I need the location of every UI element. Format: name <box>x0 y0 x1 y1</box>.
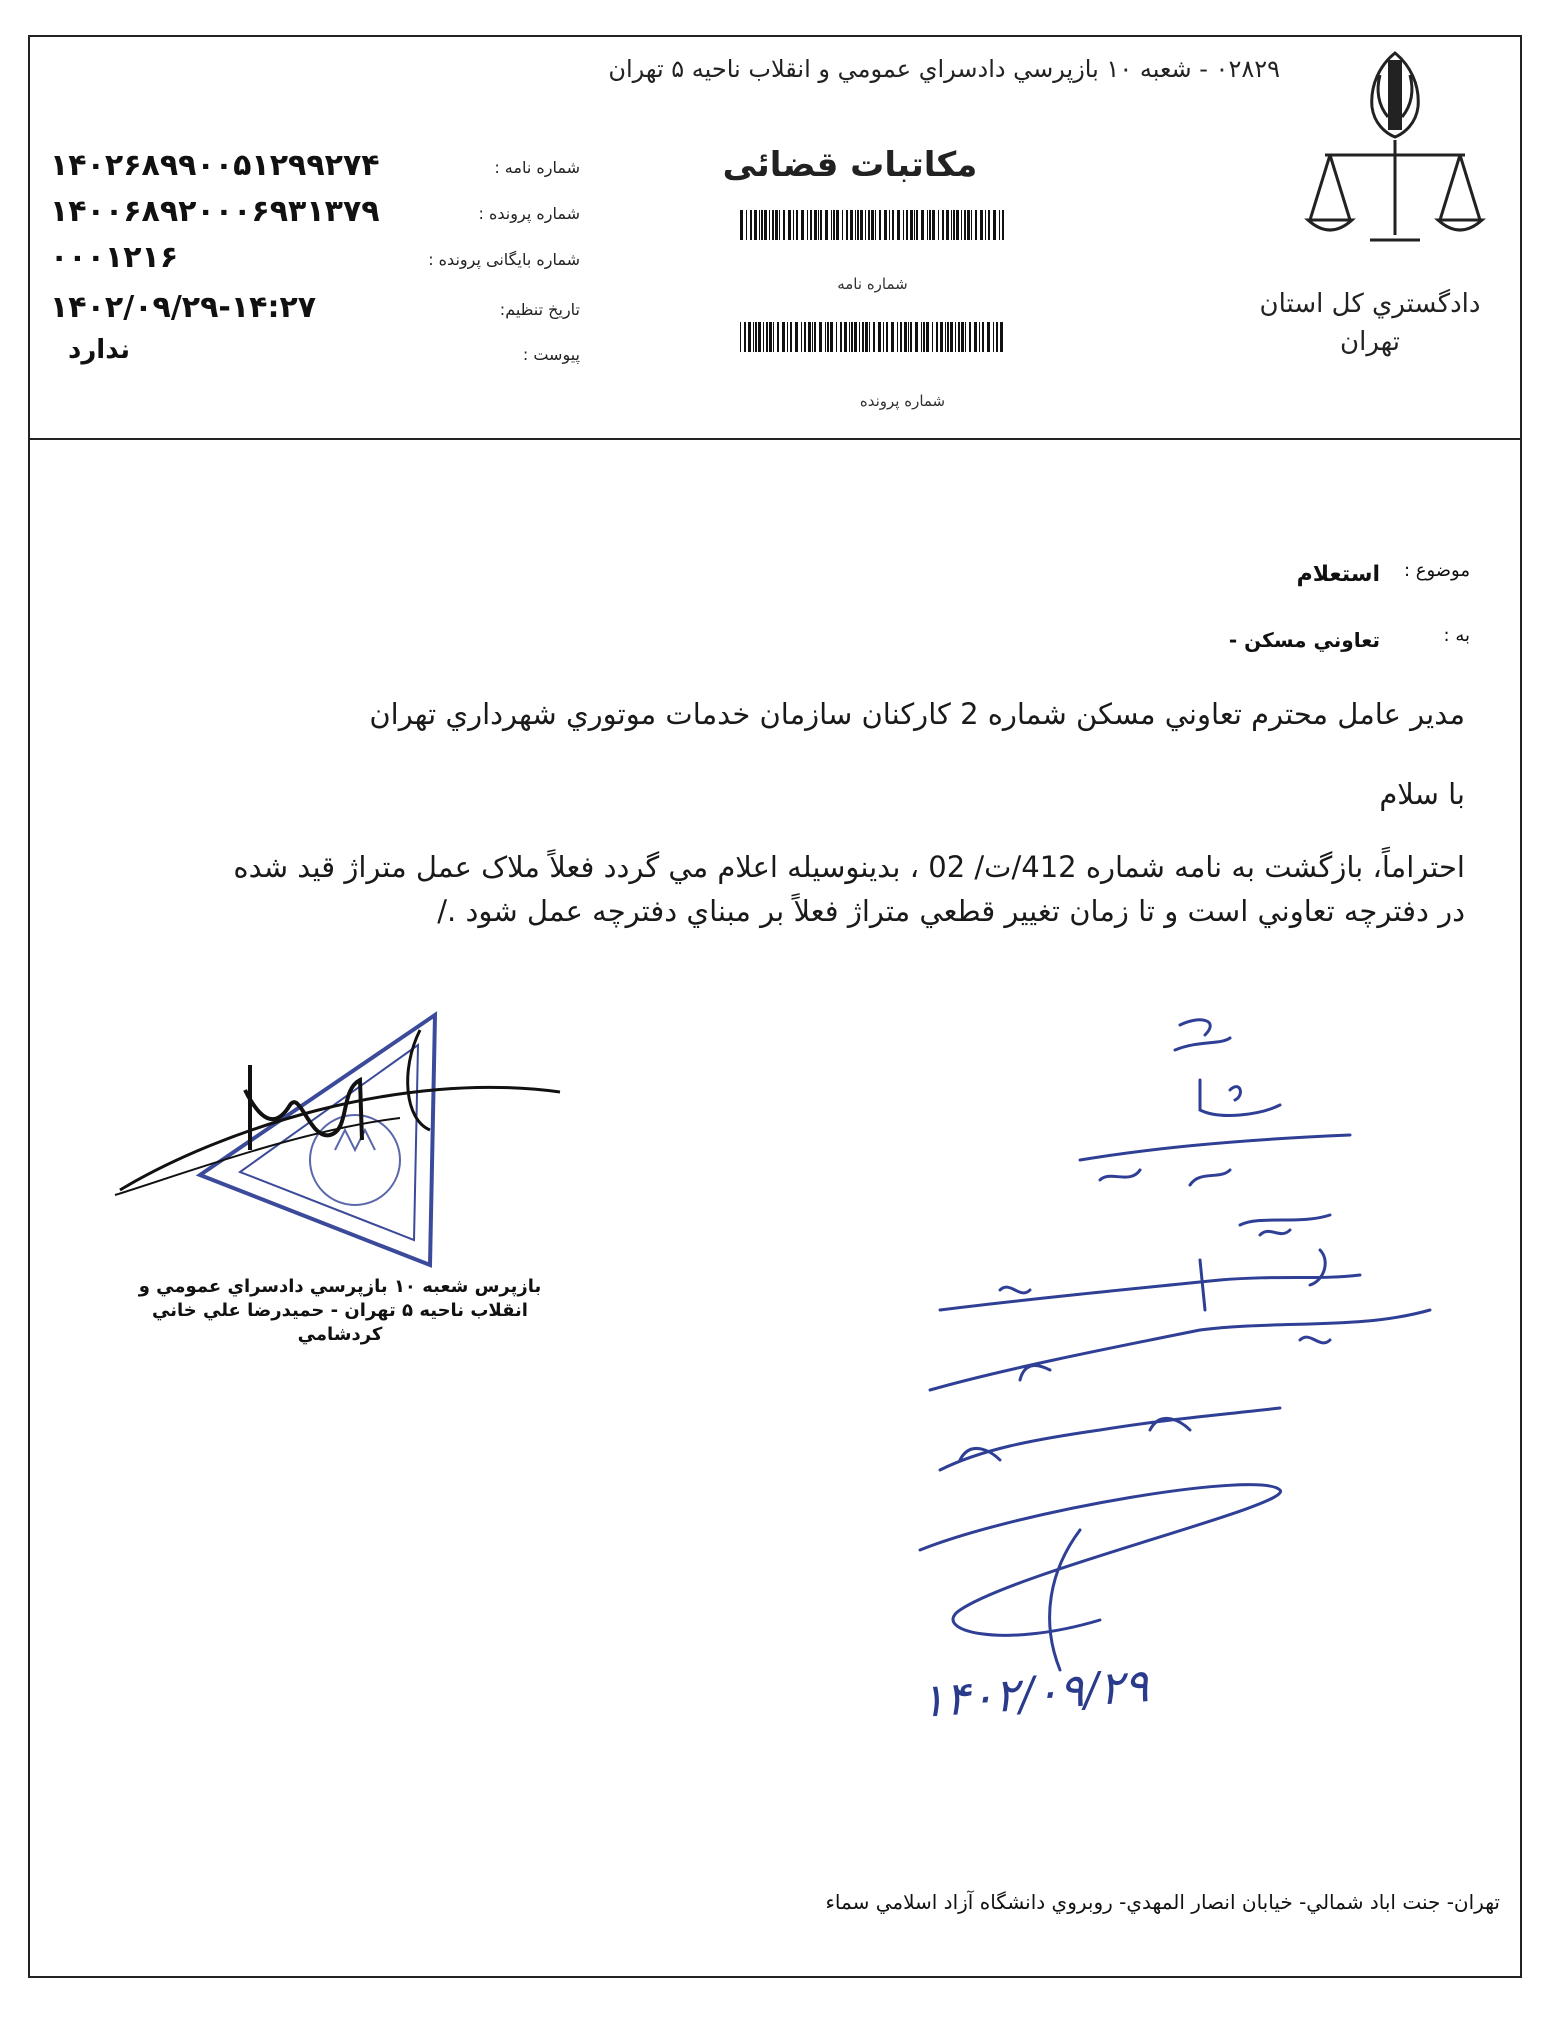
signature-caption <box>100 1275 580 1347</box>
branch-line: ۰۲۸۲۹ - شعبه ۱۰ بازپرسي دادسراي عمومي و انقلاب ناحيه ۵ تهران <box>608 55 1280 83</box>
addressee-line: مدير عامل محترم تعاوني مسكن شماره 2 كاركنان سازمان خدمات موتوري شهرداري تهران <box>369 697 1465 731</box>
attachment-value: ندارد <box>67 335 130 365</box>
signature-caption-line3: كردشامي <box>297 1324 383 1345</box>
letter-body <box>65 845 1465 933</box>
document-title: مكاتبات قضائى <box>722 145 978 185</box>
archive-no-value: ۰۰۰۱۲۱۶ <box>50 240 179 275</box>
court-name-line2: تهران <box>1340 327 1400 357</box>
signature-caption-line2: انقلاب ناحيه ۵ تهران - حميدرضا علي خاني <box>152 1300 528 1321</box>
footer-address: تهران- جنت اباد شمالي- خيابان انصار المهدي- روبروي دانشگاه آزاد اسلامي سماء <box>825 1890 1500 1914</box>
attachment-label: پيوست : <box>522 345 580 364</box>
handwritten-date: ۱۴۰۲/۰۹/۲۹ <box>918 1658 1151 1729</box>
handwritten-note <box>900 1010 1520 1740</box>
header-divider <box>28 438 1522 440</box>
case-barcode <box>740 322 1005 352</box>
to-value: تعاوني مسكن - <box>1228 628 1380 652</box>
letter-barcode-caption: شماره نامه <box>837 275 908 293</box>
court-name <box>1240 285 1500 361</box>
date-value: ۱۴۰۲/۰۹/۲۹-۱۴:۲۷ <box>50 290 317 325</box>
letter-no-label: شماره نامه : <box>494 158 580 177</box>
signature-caption-line1: بازپرس شعبه ۱۰ بازپرسي دادسراي عمومي و <box>138 1276 542 1297</box>
case-no-label: شماره پرونده : <box>478 204 580 223</box>
letter-no-value: ۱۴۰۲۶۸۹۹۰۰۵۱۲۹۹۲۷۴ <box>50 148 380 183</box>
subject-value: استعلام <box>1296 562 1380 587</box>
case-no-value: ۱۴۰۰۶۸۹۲۰۰۰۶۹۳۱۳۷۹ <box>50 194 380 229</box>
judiciary-emblem-icon <box>1300 45 1490 255</box>
case-barcode-caption: شماره پرونده <box>859 392 946 410</box>
letter-barcode <box>740 210 1005 240</box>
to-label: به : <box>1443 625 1470 646</box>
official-stamp-and-signature <box>100 1010 600 1270</box>
court-name-line1: دادگستري كل استان <box>1259 289 1481 319</box>
archive-no-label: شماره بايگانى پرونده : <box>428 250 580 269</box>
greeting: با سلام <box>1379 777 1465 811</box>
subject-label: موضوع : <box>1403 560 1470 581</box>
letter-body-line2: در دفترچه تعاوني است و تا زمان تغيير قطعي متراژ فعلاً بر مبناي دفترچه عمل شود ./ <box>437 894 1465 928</box>
date-label: تاريخ تنظيم: <box>499 300 580 319</box>
letter-body-line1: احتراماً، بازگشت به نامه شماره 412/ت/ 02 ، بدينوسيله اعلام مي گردد فعلاً ملاک عمل متراژ قيد شده <box>233 850 1465 884</box>
